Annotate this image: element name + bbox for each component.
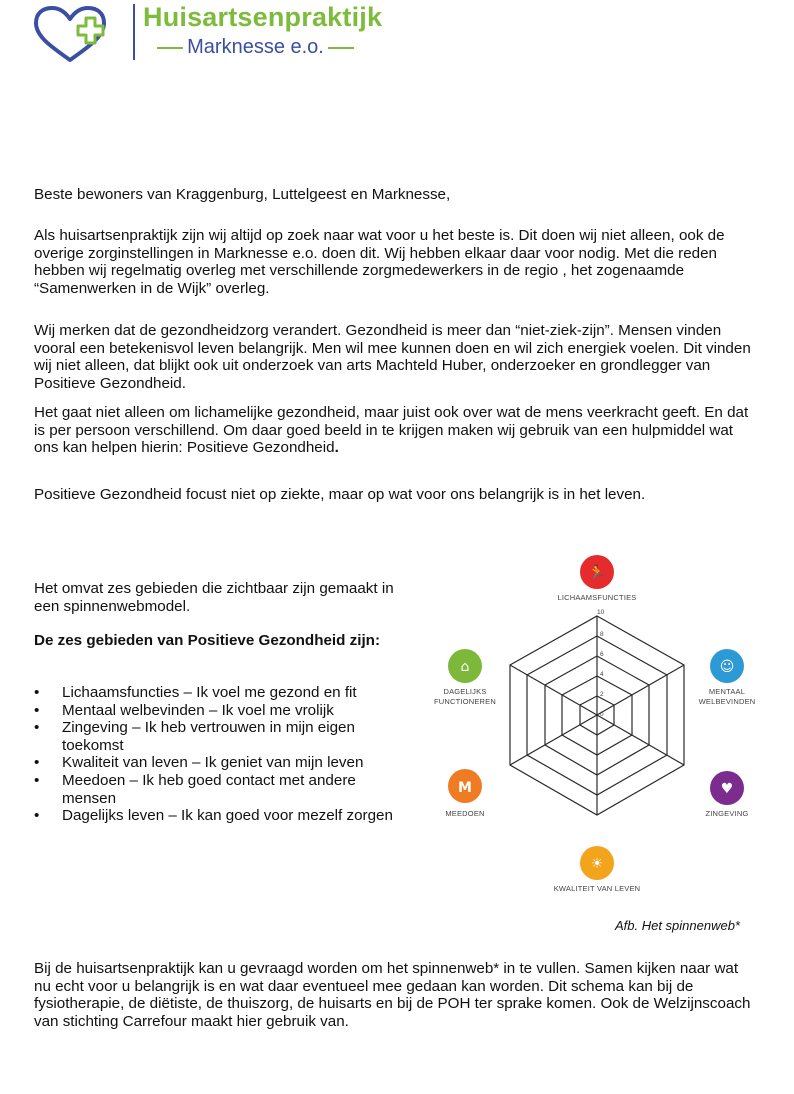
logo-name: Huisartsenpraktijk: [143, 2, 383, 32]
people-glyph: M: [458, 780, 472, 796]
tick-8: 8: [600, 631, 604, 638]
paragraph-3: [34, 404, 754, 457]
logo-subtitle-text: Marknesse e.o.: [187, 36, 324, 58]
label-dagelijks-1: DAGELIJKS: [443, 687, 487, 696]
label-dagelijks-2: FUNCTIONEREN: [434, 697, 496, 706]
label-mentaal-1: MENTAAL: [708, 687, 746, 696]
area-lichaamsfuncties: [557, 555, 636, 602]
paragraph-1: Als huisartsenpraktijk zijn wij altijd op zoek naar wat voor u het beste is. Dit doen wij niet alleen, ook de overige zorginstellingen in Marknesse e.o. doen dit. Wij hebben elkaar daar voor nodig. Met die reden hebben wij regelmatig overleg met verschillende zorgmedewerkers in de regio , het zogenaamde “Samenwerken in de Wijk” overleg.: [34, 227, 725, 297]
figure-caption: Afb. Het spinnenweb*: [614, 918, 740, 933]
paragraph-4: Positieve Gezondheid focust niet op ziekte, maar op wat voor ons belangrijk is in het leven.: [34, 486, 646, 503]
lightbulb-person-glyph: ☺: [719, 659, 735, 675]
tick-0: 0: [600, 711, 604, 718]
label-zingeving: ZINGEVING: [705, 809, 749, 818]
list-item: • Lichaamsfuncties – Ik voel me gezond en fit: [34, 684, 404, 702]
salutation: Beste bewoners van Kraggenburg, Luttelgeest en Marknesse,: [34, 186, 451, 203]
list-item: • Meedoen – Ik heb goed contact met andere mensen: [34, 772, 404, 807]
area-meedoen: [445, 769, 484, 818]
logo-dash-left: [157, 47, 183, 49]
logo-dash-right: [328, 47, 354, 49]
areas-heading: De zes gebieden van Positieve Gezondheid zijn:: [34, 632, 381, 649]
heart-cross-icon: [30, 4, 130, 66]
heart-person-glyph: ♥: [720, 781, 734, 797]
area-kwaliteit-van-leven: [554, 846, 641, 893]
practice-logo: [30, 0, 383, 66]
running-person-glyph: 🏃: [588, 565, 606, 581]
logo-divider: [133, 4, 135, 60]
sun-person-glyph: ☀: [590, 856, 604, 872]
logo-subtitle: [143, 36, 368, 59]
spider-web-diagram: [405, 548, 785, 898]
label-meedoen: MEEDOEN: [445, 809, 485, 818]
household-glyph: ⌂: [460, 659, 470, 675]
paragraph-3-end: .: [334, 439, 339, 457]
areas-list: [34, 684, 404, 825]
paragraph-2: Wij merken dat de gezondheidzorg verandert. Gezondheid is meer dan “niet-ziek-zijn”. Mensen vinden vooral een betekenisvol leven belangrijk. Men wil mee kunnen doen en wil zich energiek voelen. Dit vinden wij niet alleen, dat blijkt ook uit onderzoek van arts Machteld Huber, onderzoeker en grondlegger van Positieve Gezondheid.: [34, 322, 751, 392]
list-item: • Kwaliteit van leven – Ik geniet van mijn leven: [34, 754, 404, 772]
list-item: • Dagelijks leven – Ik kan goed voor mezelf zorgen: [34, 807, 404, 825]
tick-6: 6: [600, 651, 604, 658]
web-grid: [510, 616, 684, 815]
label-lichaamsfuncties: LICHAAMSFUNCTIES: [557, 593, 637, 602]
tick-4: 4: [600, 671, 604, 678]
label-mentaal-2: WELBEVINDEN: [698, 697, 756, 706]
paragraph-5: Het omvat zes gebieden die zichtbaar zijn gemaakt in een spinnenwebmodel.: [34, 580, 394, 615]
list-item: • Zingeving – Ik heb vertrouwen in mijn eigen toekomst: [34, 719, 404, 754]
scale-ticks: [597, 609, 605, 718]
label-kwaliteit: KWALITEIT VAN LEVEN: [553, 884, 641, 893]
tick-2: 2: [600, 691, 604, 698]
area-zingeving: [705, 771, 748, 818]
area-dagelijks-functioneren: [434, 649, 496, 706]
area-mentaal-welbevinden: [699, 649, 756, 706]
closing-paragraph: Bij de huisartsenpraktijk kan u gevraagd worden om het spinnenweb* in te vullen. Samen kijken naar wat nu echt voor u belangrijk is en wat daar eventueel mee gedaan kan worden. Dit schema kan bij de fysiotherapie, de diëtiste, de thuiszorg, de huisarts en bij de POH ter sprake komen. Ook de Welzijnscoach van stichting Carrefour maakt hier gebruik van.: [34, 960, 751, 1030]
list-item: • Mentaal welbevinden – Ik voel me vrolijk: [34, 702, 404, 720]
paragraph-3-text: Het gaat niet alleen om lichamelijke gezondheid, maar juist ook over wat de mens veerkracht geeft. En dat is per persoon verschillend. Om daar goed beeld in te krijgen maken wij gebruik van een hulpmiddel wat ons kan helpen hierin: Positieve Gezondheid: [34, 404, 749, 457]
tick-10: 10: [597, 609, 605, 616]
